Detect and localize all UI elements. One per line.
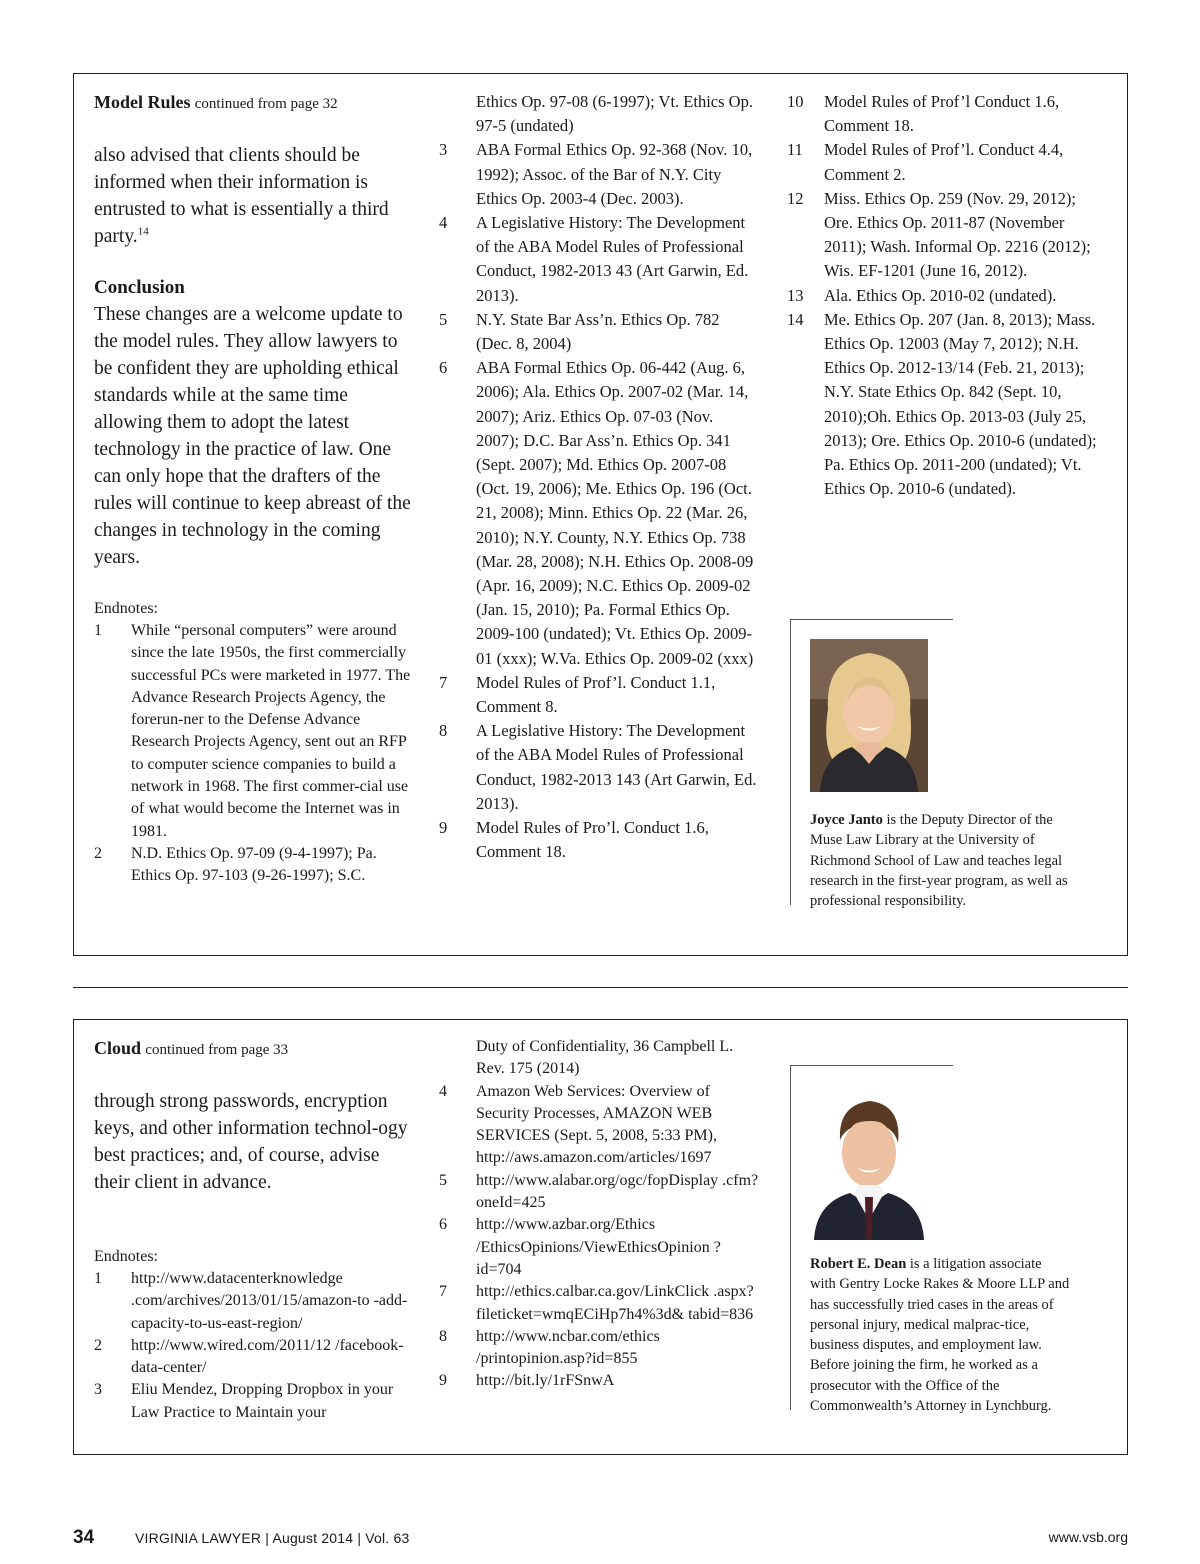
- endnote-text: Eliu Mendez, Dropping Dropbox in your Law Practice to Maintain your: [131, 1381, 394, 1421]
- endnotes-list: [94, 620, 414, 888]
- author-name: Joyce Janto: [810, 812, 883, 828]
- endnote-item: [439, 138, 759, 211]
- bio-caption: Joyce Janto is the Deputy Director of the Muse Law Library at the University of Richmond School of Law and teaches legal research in the first-year program, as well as professional responsibility.: [810, 812, 1068, 910]
- footnote-ref: 14: [137, 225, 149, 238]
- continued-kicker: [94, 91, 414, 115]
- endnote-item: [787, 138, 1107, 186]
- kicker-subtitle: continued from page 33: [145, 1042, 289, 1058]
- continued-kicker: [94, 1037, 414, 1061]
- endnote-number: 7: [439, 672, 448, 692]
- article-column-3: [787, 90, 1107, 501]
- section-divider: [73, 987, 1128, 988]
- endnote-text: Ala. Ethics Op. 2010-02 (undated).: [824, 285, 1057, 305]
- author-bio: [790, 1065, 1070, 1415]
- endnote-number: 1: [94, 1270, 102, 1287]
- endnotes-list: [439, 90, 759, 138]
- section-heading: Conclusion: [94, 277, 185, 298]
- endnote-text: http://www.wired.com/2011/12 /facebook-data-center/: [131, 1336, 404, 1377]
- article-column-2: [439, 90, 759, 865]
- endnote-number: 5: [439, 309, 448, 329]
- endnote-item: [787, 308, 1107, 502]
- author-photo: [810, 1085, 928, 1240]
- kicker-title: Cloud: [94, 1038, 142, 1058]
- endnotes-title: Endnotes:: [94, 600, 158, 617]
- endnote-text: Model Rules of Prof’l. Conduct 4.4, Comment 2.: [824, 140, 1064, 184]
- endnote-number: 6: [439, 358, 448, 378]
- endnote-number: 4: [439, 1082, 447, 1100]
- divider: [791, 1065, 953, 1066]
- endnote-number: 10: [787, 92, 804, 111]
- body-paragraph: also advised that clients should be informed when their information is entrusted to what is essentially a third party.$^{14}$: [94, 145, 389, 247]
- endnotes-title: Endnotes:: [94, 1248, 158, 1265]
- endnote-number: 8: [439, 1327, 447, 1345]
- kicker-title: Model Rules: [94, 92, 191, 112]
- endnote-number: 9: [439, 1372, 447, 1390]
- endnote-item: [94, 1268, 414, 1335]
- endnote-text: http://ethics.calbar.ca.gov/LinkClick .aspx?fileticket=wmqECiHp7h4%3d& tabid=836: [476, 1283, 754, 1323]
- article-column-2: [439, 1036, 759, 1393]
- body-paragraph: through strong passwords, encryption keys, and other information technol-ogy best practices; and, of course, advise their client in advance.: [94, 1091, 408, 1193]
- endnote-number: 11: [787, 140, 803, 160]
- endnote-text: http://www.ncbar.com/ethics /printopinion.asp?id=855: [476, 1327, 660, 1368]
- endnote-number: 2: [94, 1336, 102, 1354]
- endnote-item: [439, 1281, 759, 1326]
- author-photo: [810, 639, 928, 792]
- endnote-item: [439, 1214, 759, 1281]
- endnote-item: [439, 1326, 759, 1371]
- endnote-item: [439, 719, 759, 816]
- endnote-item: [439, 1370, 759, 1392]
- endnotes-list: [439, 1081, 759, 1393]
- endnote-number: 3: [94, 1381, 102, 1399]
- endnote-text: Model Rules of Prof’l Conduct 1.6, Comment 18.: [824, 92, 1060, 136]
- endnote-number: 12: [787, 188, 804, 208]
- endnote-number: 6: [439, 1216, 447, 1234]
- endnotes-list: [94, 1268, 414, 1424]
- article-column-1: [94, 91, 414, 888]
- divider: [791, 619, 953, 620]
- endnote-item: [94, 1379, 414, 1424]
- endnote-item: [439, 816, 759, 864]
- page-number: 34: [73, 1527, 95, 1548]
- kicker-subtitle: continued from page 32: [194, 96, 338, 112]
- endnote-continuation: Duty of Confidentiality, 36 Campbell L. Rev. 175 (2014): [476, 1038, 734, 1078]
- endnote-number: 13: [787, 285, 804, 305]
- model-rules-article: [73, 73, 1128, 956]
- site-url: www.vsb.org: [1048, 1529, 1128, 1545]
- endnote-text: Model Rules of Pro’l. Conduct 1.6, Comment 18.: [476, 818, 709, 862]
- endnote-text: Me. Ethics Op. 207 (Jan. 8, 2013); Mass. Ethics Op. 12003 (May 7, 2012); N.H. Ethics Op. 2012-13/14 (Feb. 21, 2013); N.Y. State Ethics Op. 842 (Sept. 10, 2010);Oh. Ethics Op. 2013-03 (July 25, 2013); Ore. Ethics Op. 2010-6 (undated); Pa. Ethics Op. 2011-200 (undated); Vt. Ethics Op. 2010-6 (undated).: [824, 309, 1097, 499]
- endnote-number: 4: [439, 213, 448, 233]
- masthead: VIRGINIA LAWYER | August 2014 | Vol. 63: [135, 1530, 410, 1546]
- endnote-text: ABA Formal Ethics Op. 06-442 (Aug. 6, 2006); Ala. Ethics Op. 2007-02 (Mar. 14, 2007); Ariz. Ethics Op. 07-03 (Nov. 2007); D.C. Bar Ass’n. Ethics Op. 341 (Sept. 2007); Md. Ethics Op. 2007-08 (Oct. 19, 2006); Me. Ethics Op. 196 (Oct. 21, 2008); Minn. Ethics Op. 22 (Mar. 26, 2010); N.Y. County, N.Y. Ethics Op. 738 (Mar. 28, 2008); N.H. Ethics Op. 2008-09 (Apr. 16, 2009); N.C. Ethics Op. 2009-02 (Jan. 15, 2010); Pa. Formal Ethics Op. 2009-100 (undated); Vt. Ethics Op. 2009-01 (xxx); W.Va. Ethics Op. 2009-02 (xxx): [476, 358, 754, 668]
- endnote-number: 2: [94, 844, 102, 862]
- endnote-item: [94, 620, 414, 843]
- endnotes-list: [439, 1036, 759, 1081]
- endnote-text: A Legislative History: The Development of the ABA Model Rules of Professional Conduct, 1982-2013 43 (Art Garwin, Ed. 2013).: [476, 213, 749, 305]
- endnotes-list: [439, 138, 759, 864]
- body-paragraph: These changes are a welcome update to the model rules. They allow lawyers to be confident they are upholding ethical standards while at the same time allowing them to adopt the latest technology in the practice of law. One can only hope that the drafters of the rules will continue to keep abreast of the changes in technology in the coming years.: [94, 304, 411, 568]
- author-name: Robert E. Dean: [810, 1256, 907, 1272]
- endnote-text: http://www.datacenterknowledge .com/archives/2013/01/15/amazon-to -add-capacity-to-us-east-region/: [131, 1270, 408, 1332]
- author-bio: [790, 619, 1070, 910]
- cloud-article: [73, 1019, 1128, 1455]
- endnote-text: Amazon Web Services: Overview of Security Processes, AMAZON WEB SERVICES (Sept. 5, 2008, 5:33 PM), http://aws.amazon.com/articles/1697: [476, 1082, 717, 1167]
- endnote-text: Miss. Ethics Op. 259 (Nov. 29, 2012); Ore. Ethics Op. 2011-87 (November 2011); Wash. Informal Op. 2216 (2012); Wis. EF-1201 (June 16, 2012).: [824, 188, 1091, 281]
- endnote-item: [439, 1170, 759, 1215]
- endnote-item: [787, 187, 1107, 284]
- endnote-text: While “personal computers” were around since the late 1950s, the first commercially successful PCs were marketed in 1977. The Advance Research Projects Agency, the forerun-ner to the Defense Advance Research Projects Agency, sent out an RFP to computer science companies to build a network in 1968. The first commer-cial use of what would become the Internet was in 1981.: [131, 622, 411, 840]
- endnote-text: http://www.azbar.org/Ethics /EthicsOpinions/ViewEthicsOpinion ?id=704: [476, 1216, 721, 1278]
- endnote-number: 1: [94, 622, 102, 639]
- endnote-text: http://www.alabar.org/ogc/fopDisplay .cfm?oneId=425: [476, 1171, 759, 1212]
- endnote-item: [439, 1081, 759, 1170]
- endnote-item: [787, 284, 1107, 308]
- endnote-item: [94, 1335, 414, 1380]
- endnote-item: [94, 843, 414, 888]
- endnote-text: A Legislative History: The Development of the ABA Model Rules of Professional Conduct, 1982-2013 143 (Art Garwin, Ed. 2013).: [476, 721, 757, 813]
- endnote-number: 9: [439, 818, 448, 838]
- article-column-1: [94, 1037, 414, 1424]
- endnote-number: 14: [787, 309, 804, 329]
- endnotes-list: [787, 90, 1107, 501]
- page-footer: [73, 1527, 1128, 1557]
- endnote-text: Model Rules of Prof’l. Conduct 1.1, Comment 8.: [476, 672, 716, 717]
- endnote-number: 8: [439, 721, 448, 741]
- endnote-number: 5: [439, 1171, 447, 1189]
- endnote-number: 7: [439, 1283, 447, 1301]
- endnote-number: 3: [439, 140, 448, 160]
- endnote-text: N.Y. State Bar Ass’n. Ethics Op. 782 (Dec. 8, 2004): [476, 309, 720, 354]
- endnote-text: ABA Formal Ethics Op. 92-368 (Nov. 10, 1992); Assoc. of the Bar of N.Y. City Ethics Op. 2003-4 (Dec. 2003).: [476, 140, 753, 208]
- endnote-continuation: Ethics Op. 97-08 (6-1997); Vt. Ethics Op. 97-5 (undated): [476, 92, 753, 136]
- endnote-item: [439, 671, 759, 719]
- endnote-text: N.D. Ethics Op. 97-09 (9-4-1997); Pa. Ethics Op. 97-103 (9-26-1997); S.C.: [131, 844, 377, 885]
- endnote-text: http://bit.ly/1rFSnwA: [476, 1372, 615, 1390]
- endnote-item: [787, 90, 1107, 138]
- endnote-item: [439, 211, 759, 308]
- endnote-item: [439, 356, 759, 671]
- endnote-item: [439, 308, 759, 356]
- bio-caption: Robert E. Dean is a litigation associate with Gentry Locke Rakes & Moore LLP and has successfully tried cases in the areas of personal injury, medical malprac-tice, business disputes, and employment law. Before joining the firm, he worked as a prosecutor with the Office of the Commonwealth’s Attorney in Lynchburg.: [810, 1256, 1070, 1415]
